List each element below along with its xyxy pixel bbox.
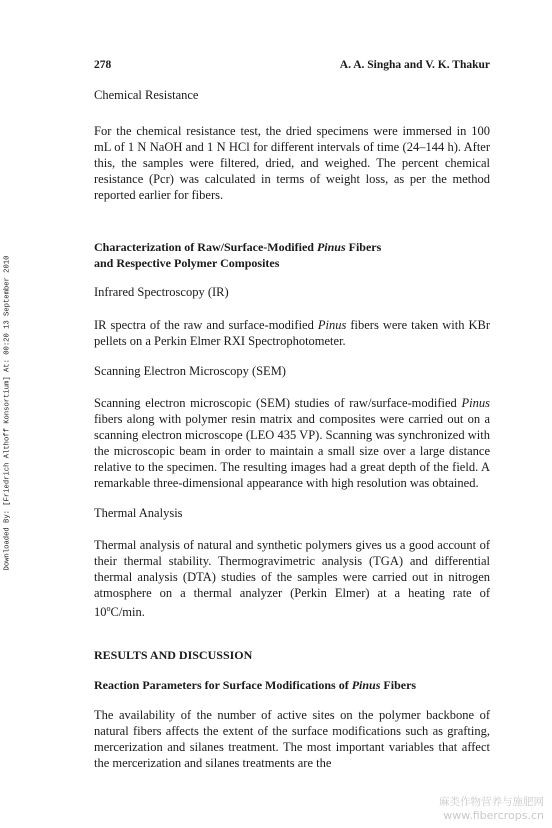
running-authors: A. A. Singha and V. K. Thakur bbox=[339, 59, 490, 71]
reaction-parameters-paragraph: The availability of the number of active sites on the polymer backbone of natural fibers affects the extent of the surface modifications such as grafting, mercerization and silanes treatment. The most important variables that affect the mercerization and silanes treatments are the bbox=[94, 708, 490, 771]
watermark-url: www.fibercrops.cn bbox=[443, 809, 544, 822]
download-stamp bbox=[0, 240, 14, 585]
page-body bbox=[94, 87, 490, 771]
chemical-resistance-heading: Chemical Resistance bbox=[94, 88, 199, 102]
sem-heading: Scanning Electron Microscopy (SEM) bbox=[94, 364, 286, 378]
chemical-resistance-paragraph: For the chemical resistance test, the dried specimens were immersed in 100 mL of 1 N NaOH and 1 N HCl for different intervals of time (24–144 h). After this, the samples were filtered, dried, and weighed. The percent chemical resistance (Pcr) was calculated in terms of weight loss, as per the method reported earlier for fibers. bbox=[94, 124, 490, 202]
page-number: 278 bbox=[94, 59, 112, 71]
reaction-parameters-heading: Reaction Parameters for Surface Modifications of Pinus Fibers bbox=[94, 678, 417, 693]
watermark-cn: 麻类作物营养与施肥网 bbox=[439, 796, 544, 808]
ir-paragraph: IR spectra of the raw and surface-modified Pinus fibers were taken with KBr pellets on a Perkin Elmer RXI Spectrophotometer. bbox=[94, 318, 490, 348]
download-stamp-text: Downloaded By: [Friedrich Althoff Konsortium] At: 00:20 13 September 2010 bbox=[3, 255, 11, 570]
thermal-paragraph: Thermal analysis of natural and synthetic polymers gives us a good account of their thermal stability. Thermogravimetric analysis (TGA) and differential thermal analysis (DTA) studies of the samples were carried out in nitrogen atmosphere on a thermal analyzer (Perkin Elmer) at a heating rate of 10$^o$C/min. bbox=[94, 538, 490, 620]
thermal-heading: Thermal Analysis bbox=[94, 506, 183, 520]
results-heading: RESULTS AND DISCUSSION bbox=[94, 648, 253, 663]
site-watermark bbox=[439, 796, 544, 822]
characterization-heading: Characterization of Raw/Surface-Modified Pinus Fibers and Respective Polymer Composites bbox=[94, 240, 382, 270]
ir-heading: Infrared Spectroscopy (IR) bbox=[94, 285, 229, 299]
sem-paragraph: Scanning electron microscopic (SEM) studies of raw/surface-modified Pinus fibers along with polymer resin matrix and composites were carried out on a scanning electron microscope (LEO 435 VP). Scanning was synchronized with the microscopic beam in order to maintain a small size over a large distance relative to the specimen. The resulting images had a great depth of the field. A remarkable three-dimensional appearance with high resolution was obtained. bbox=[94, 396, 490, 490]
running-header bbox=[94, 59, 490, 71]
